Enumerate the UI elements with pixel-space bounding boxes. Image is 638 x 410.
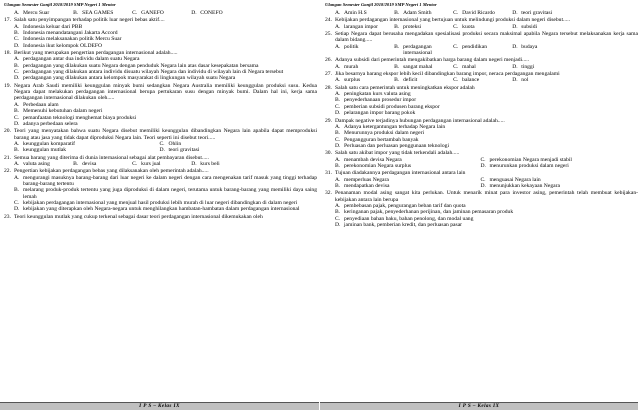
options xyxy=(325,124,638,149)
option-text: SEA GAMES xyxy=(82,10,114,16)
question-text: Kebijakan perdagangan internasional yang bertujuan untuk melindungi produksi dalam negeri disebut..... xyxy=(335,17,571,24)
option-text: perdagangan yang dilakukan antara individu disuatu wilayah Negara dan individu di wilayah lain di Negara tersebut xyxy=(23,69,284,76)
options xyxy=(325,24,638,30)
option-letter: C. xyxy=(132,160,138,167)
question xyxy=(4,50,317,82)
option-text: sangat mahal xyxy=(403,63,433,70)
option-letter: C. xyxy=(14,69,20,76)
answer-option xyxy=(480,163,625,169)
option-letter: B. xyxy=(394,63,400,70)
option-text: Indonesia melaksanakan politik Mercu Suar xyxy=(23,36,122,43)
option-text: Menurunnya produksi dalam negeri xyxy=(344,130,425,137)
option-text: Perluasan dan perluasan penggunaan teknologi xyxy=(344,142,450,149)
option-text: proteksi xyxy=(403,23,422,30)
option-text: keringanan pajak, penyederhanan perijinan, dan jaminan pemasaran produk xyxy=(344,209,514,216)
option-text: tinggi xyxy=(521,63,535,70)
option-text: mengurangi masuknya barang-barang dari luar negeri ke dalam negeri dengan cara mengenakan tarif masuk yang tinggi terhadap barang-barang tertentu xyxy=(23,174,317,187)
option-letter: D. xyxy=(191,160,197,167)
answer-option xyxy=(335,183,480,189)
answer-option xyxy=(394,44,453,57)
option-letter: A. xyxy=(335,123,341,130)
question xyxy=(4,128,317,153)
answer-option xyxy=(335,64,394,70)
page-header: Ulangan Semester Ganjil 2018/2019 SMP Negeri 1 Mentor xyxy=(4,2,116,7)
question xyxy=(325,170,638,189)
answer-option xyxy=(14,175,317,188)
options xyxy=(325,177,638,190)
option-text: perdagangan yang dilakukan suatu Negara dengan penduduk Negara lain atas dasar kesepakatan bersama xyxy=(23,62,259,69)
option-letter: B. xyxy=(14,30,20,37)
question-number: 27. xyxy=(325,71,332,78)
option-letter: D. xyxy=(191,10,197,16)
answer-option xyxy=(394,77,453,83)
option-text: menguasai Negara lain xyxy=(489,176,541,183)
option-text: Pengangguran bertambah banyak xyxy=(344,136,419,143)
option-letter: A. xyxy=(335,23,341,30)
option-letter: A. xyxy=(335,156,341,163)
question-number: 17. xyxy=(4,17,11,24)
option-letter: D. xyxy=(14,42,20,49)
answer-option xyxy=(512,10,571,16)
question-stem xyxy=(325,31,638,44)
answer-option xyxy=(453,44,512,57)
option-letter: D. xyxy=(480,182,486,189)
option-letter: A. xyxy=(14,160,20,167)
option-letter: A. xyxy=(335,176,341,183)
question xyxy=(325,31,638,56)
answer-option xyxy=(14,147,159,153)
option-text: Adanya ketergantungan terhadap Negara lain xyxy=(344,123,446,130)
answer-option xyxy=(453,64,512,70)
question-list xyxy=(325,10,638,229)
option-letter: B. xyxy=(335,97,341,104)
option-text: kebijakan perdagangan internasional yang menjual hasil produksi lebih murah di luar negeri dibandingkan di dalam negeri xyxy=(23,199,298,206)
answer-option xyxy=(191,10,250,16)
question xyxy=(4,155,317,168)
option-letter: D. xyxy=(335,142,341,149)
answer-option xyxy=(132,10,191,16)
option-text: penyediaan bahan baku, bahan penolong, dan modal uang xyxy=(344,215,474,222)
question-text: Semua barang yang diterima di dunia internasional sebagai alat pembayaran disebut..... xyxy=(14,154,209,161)
option-letter: C. xyxy=(453,10,459,16)
option-letter: B. xyxy=(335,130,341,137)
question-text: Jika besarnya barang ekspor lebih kecil dibandingkan barang impor, neraca perdagangan mengalami xyxy=(335,71,560,78)
question xyxy=(325,190,638,228)
option-text: mahal xyxy=(462,63,476,70)
option-letter: C. xyxy=(480,176,486,183)
question xyxy=(325,57,638,70)
option-letter: A. xyxy=(335,10,341,16)
question-text: Pengertian kebijakan perdagangan bebas yang dilaksanakan oleh pemerintah adalah..... xyxy=(14,168,209,175)
option-letter: B. xyxy=(14,108,20,115)
option-letter: A. xyxy=(14,174,20,181)
question-number: 29. xyxy=(325,117,332,124)
answer-option xyxy=(191,161,250,167)
question xyxy=(4,83,317,127)
page-footer: I P S – Kelas IX xyxy=(0,402,319,410)
option-letter: A. xyxy=(335,43,341,50)
options xyxy=(4,24,317,49)
option-letter: C. xyxy=(14,36,20,43)
answer-option xyxy=(14,43,317,49)
option-text: perdagangan internasional xyxy=(403,43,432,57)
answer-option xyxy=(512,64,571,70)
question-number: 22. xyxy=(4,168,11,175)
option-letter: C. xyxy=(480,156,486,163)
question-stem xyxy=(4,214,317,220)
option-letter: C. xyxy=(453,77,459,84)
option-letter: C. xyxy=(335,215,341,222)
question xyxy=(4,168,317,212)
left-column xyxy=(4,0,317,410)
option-letter: A. xyxy=(335,77,341,84)
option-text: GANEFO xyxy=(141,10,164,16)
question xyxy=(4,214,317,220)
answer-option xyxy=(394,10,453,16)
option-letter: D. xyxy=(14,75,20,82)
option-letter: A. xyxy=(14,56,20,63)
option-text: jaminan bank, pemberian kredit, dan perluasan pasar xyxy=(344,222,463,228)
question-number: 20. xyxy=(4,128,11,135)
question-stem xyxy=(325,190,638,203)
option-letter: C. xyxy=(453,23,459,30)
option-letter: D. xyxy=(335,110,341,117)
option-letter: B. xyxy=(335,209,341,216)
option-letter: C. xyxy=(453,43,459,50)
question-text: Setiap Negara dapat berusaha mengadakan spesialisasi produksi secara maksimal apabila Negara tersebut melaksanakan kerja sama dalam bidang..... xyxy=(335,31,638,44)
answer-option xyxy=(14,75,317,81)
question-list xyxy=(4,10,317,221)
option-text: teori gravitasi xyxy=(168,147,200,154)
option-text: Indonesia menandatangani Jakarta Accord xyxy=(23,30,118,37)
question-text: Tujuan diadakannya perdagangan internasional antara lain xyxy=(335,170,466,177)
option-text: budaya xyxy=(521,43,538,50)
option-letter: B. xyxy=(14,147,20,154)
options xyxy=(4,56,317,81)
question-stem xyxy=(4,128,317,141)
answer-option xyxy=(335,143,638,149)
answer-option xyxy=(73,161,132,167)
option-letter: B. xyxy=(394,43,400,50)
option-text: perekonomian Negara surplus xyxy=(344,162,412,169)
option-letter: B. xyxy=(394,23,400,30)
option-letter: B. xyxy=(394,77,400,84)
option-letter: C. xyxy=(14,114,20,121)
options xyxy=(325,77,638,83)
option-text: Ohlin xyxy=(168,140,182,147)
option-letter: D. xyxy=(512,63,518,70)
question-number: 25. xyxy=(325,31,332,38)
option-text: subsidi xyxy=(521,23,538,30)
question-number: 30. xyxy=(325,150,332,157)
option-letter: B. xyxy=(14,62,20,69)
question-number: 19. xyxy=(4,82,11,89)
question xyxy=(325,118,638,150)
option-letter: D. xyxy=(512,77,518,84)
option-text: adanya perbedaan selera xyxy=(23,120,78,127)
option-letter: D. xyxy=(159,147,165,154)
options xyxy=(4,141,317,154)
option-text: memperluas Negara xyxy=(344,176,389,183)
question-text: Penanaman modal asing sangat kita perlukan. Untuk menarik minat para investor asing, pemerintah telah membuat kebijakan-kebijakan antara lain berupa xyxy=(335,190,638,203)
option-text: balance xyxy=(462,77,480,84)
options xyxy=(325,10,638,16)
options xyxy=(4,161,317,167)
answer-option xyxy=(14,206,317,212)
options xyxy=(325,44,638,57)
options xyxy=(325,64,638,70)
question-number: 26. xyxy=(325,57,332,64)
options xyxy=(325,91,638,116)
answer-option xyxy=(512,77,571,83)
answer-option xyxy=(394,24,453,30)
answer-option xyxy=(335,222,638,228)
option-text: deficit xyxy=(403,77,418,84)
answer-option xyxy=(335,24,394,30)
option-text: menambah devisa Negara xyxy=(344,156,402,163)
question xyxy=(325,85,638,117)
answer-option xyxy=(335,110,638,116)
option-text: kuota xyxy=(462,23,475,30)
question xyxy=(325,17,638,30)
question xyxy=(325,150,638,169)
answer-option xyxy=(132,161,191,167)
answer-option xyxy=(453,10,512,16)
question-text: Berikut yang merupakan pengertian perdagangan internasional adalah..... xyxy=(14,50,178,57)
option-text: Memenuhi kebutuhan dalam negeri xyxy=(23,108,103,115)
option-letter: C. xyxy=(159,140,165,147)
option-letter: A. xyxy=(335,202,341,209)
page-footer: I P S – Kelas IX xyxy=(320,402,638,410)
option-text: Perbedaan alam xyxy=(23,101,59,108)
option-text: CONEFO xyxy=(200,10,223,16)
option-letter: D. xyxy=(480,162,486,169)
option-letter: A. xyxy=(14,23,20,30)
answer-option xyxy=(480,183,625,189)
option-text: pemanfaatan teknologi menghemat biaya produksi xyxy=(23,114,137,121)
options xyxy=(325,157,638,170)
option-letter: C. xyxy=(453,63,459,70)
option-letter: D. xyxy=(512,43,518,50)
option-text: keunggulan komparatif xyxy=(23,140,76,147)
option-text: Indonesia keluar dari PBB xyxy=(23,23,83,30)
option-text: perdagangan yang dilakukan antara kelompok masyarakat di lingkungan wilayah suatu Negara xyxy=(23,75,236,82)
option-text: pemberian subsidi produsen barang ekspor xyxy=(344,103,440,110)
question-number: 31. xyxy=(325,170,332,177)
right-column xyxy=(325,0,638,410)
option-text: valuta asing xyxy=(23,160,50,167)
option-letter: D. xyxy=(512,23,518,30)
option-text: murah xyxy=(344,63,359,70)
option-text: kurs jual xyxy=(141,160,161,167)
option-text: devisa xyxy=(82,160,97,167)
option-text: larangan impor xyxy=(344,23,379,30)
answer-option xyxy=(335,44,394,57)
option-text: David Ricardo xyxy=(462,10,495,16)
option-letter: B. xyxy=(335,162,341,169)
options xyxy=(325,203,638,228)
options xyxy=(4,175,317,213)
option-text: politik xyxy=(344,43,359,50)
question xyxy=(4,10,317,16)
question-text: Salah satu akibat impor yang tidak terkendali adalah..... xyxy=(335,150,460,157)
option-letter: B. xyxy=(394,10,400,16)
option-text: menunjukkan kekayaan Negara xyxy=(489,182,560,189)
option-letter: A. xyxy=(335,91,341,98)
option-letter: D. xyxy=(14,206,20,213)
option-letter: C. xyxy=(14,199,20,206)
options xyxy=(4,102,317,127)
question xyxy=(4,17,317,49)
option-letter: A. xyxy=(335,63,341,70)
option-text: kurs beli xyxy=(200,160,220,167)
question-text: Dampak negative terjadinya hubungan perdagangan internasional adalah..... xyxy=(335,117,505,124)
option-text: keunggulan mutlak xyxy=(23,147,67,154)
option-text: kebijakan yang diterapkan oleh Negara-negara untuk menghilangkan hambatan-hambatan dalam perdagangan internasional xyxy=(23,206,300,213)
option-letter: B. xyxy=(335,182,341,189)
question-text: Teori keunggulan mutlak yang cukup terkenal sebagai dasar teori perdagangan internasional dikemukakan oleh xyxy=(14,213,263,220)
option-text: menurunkan produksi dalam negeri xyxy=(489,162,569,169)
question-number: 21. xyxy=(4,154,11,161)
option-letter: C. xyxy=(335,103,341,110)
answer-option xyxy=(335,10,394,16)
question-stem xyxy=(4,83,317,102)
option-letter: A. xyxy=(14,140,20,147)
answer-option xyxy=(512,44,571,57)
question-text: Teori yang menyatakan bahwa suatu Negara disebut memiliki keunggulan dibandingkan Negara lain apabila dapat memproduksi barang atau jasa yang tidak dapat diproduksi Negara lain. Teori seperti ini disebut teori..... xyxy=(14,128,317,141)
question-text: Adanya subsidi dari pemerintah mengakibatkan harga barang dalam negeri menjadi..... xyxy=(335,57,530,64)
options xyxy=(4,10,317,16)
option-text: Adam Smith xyxy=(403,10,432,16)
question-number: 28. xyxy=(325,84,332,91)
option-letter: A. xyxy=(14,101,20,108)
option-text: Amin H.S xyxy=(344,10,367,16)
option-letter: D. xyxy=(14,120,20,127)
option-text: perekonomian Negara menjadi stabil xyxy=(489,156,572,163)
answer-option xyxy=(73,10,132,16)
option-text: pembebasan pajak, pengurangan beban tarif dan quota xyxy=(344,202,466,209)
option-letter: C. xyxy=(335,136,341,143)
option-text: penyederhanaan prosedur impor xyxy=(344,97,417,104)
answer-option xyxy=(14,10,73,16)
option-letter: A. xyxy=(14,10,20,16)
answer-option xyxy=(14,121,317,127)
option-text: peningkatan kurs valuta asing xyxy=(344,91,411,98)
option-text: pendidikan xyxy=(462,43,488,50)
answer-option xyxy=(512,24,571,30)
answer-option xyxy=(159,147,304,153)
option-letter: B. xyxy=(73,10,79,16)
option-text: pelarangan impor barang pokok xyxy=(344,110,416,117)
question-text: Salah satu penyimpangan terhadap politik luar negeri bebas aktif.... xyxy=(14,17,165,24)
question-number: 24. xyxy=(325,17,332,24)
question-number: 18. xyxy=(4,50,11,57)
option-text: Mercu Suar xyxy=(23,10,50,16)
option-letter: C. xyxy=(132,10,138,16)
option-text: nol xyxy=(521,77,529,84)
question-text: Negara Arab Saudi memiliki keunggulan minyak bumi sedangkan Negara Australia memiliki keunggulan produksi susu. Kedua Negara dapat melakukan perdagangan internasional berupa pertukaran susu dengan minyak bumi. Dalam hal ini, kerja sama perdagangan internasional dilakukan oleh..... xyxy=(14,82,317,102)
option-letter: D. xyxy=(335,222,341,228)
question xyxy=(325,10,638,16)
option-text: perdagangan antar dua individu dalam suatu Negara xyxy=(23,56,140,63)
question-text: Salah satu cara pemerintah untuk meningkatkan ekspor adalah xyxy=(335,84,475,91)
option-text: melarang produk-produk tertentu yang juga diproduksi di dalam negeri, terutama untuk barang-barang yang memiliki daya saing lemah xyxy=(23,187,317,200)
question-number: 23. xyxy=(4,213,11,220)
answer-option xyxy=(453,77,512,83)
option-letter: B. xyxy=(14,187,20,194)
answer-option xyxy=(335,163,480,169)
option-letter: B. xyxy=(73,160,79,167)
question xyxy=(325,71,638,84)
answer-option xyxy=(14,161,73,167)
answer-option xyxy=(394,64,453,70)
answer-option xyxy=(453,24,512,30)
option-letter: D. xyxy=(512,10,518,16)
question-number: 32. xyxy=(325,190,332,197)
option-text: surplus xyxy=(344,77,361,84)
option-text: Indonesia ikut kelompok OLDEFO xyxy=(23,42,103,49)
option-text: teori gravitasi xyxy=(521,10,553,16)
page-header: Ulangan Semester Ganjil 2018/2019 SMP Negeri 1 Mentor xyxy=(325,2,437,7)
answer-option xyxy=(14,187,317,200)
answer-option xyxy=(335,77,394,83)
option-text: mendapatkan devisa xyxy=(344,182,390,189)
